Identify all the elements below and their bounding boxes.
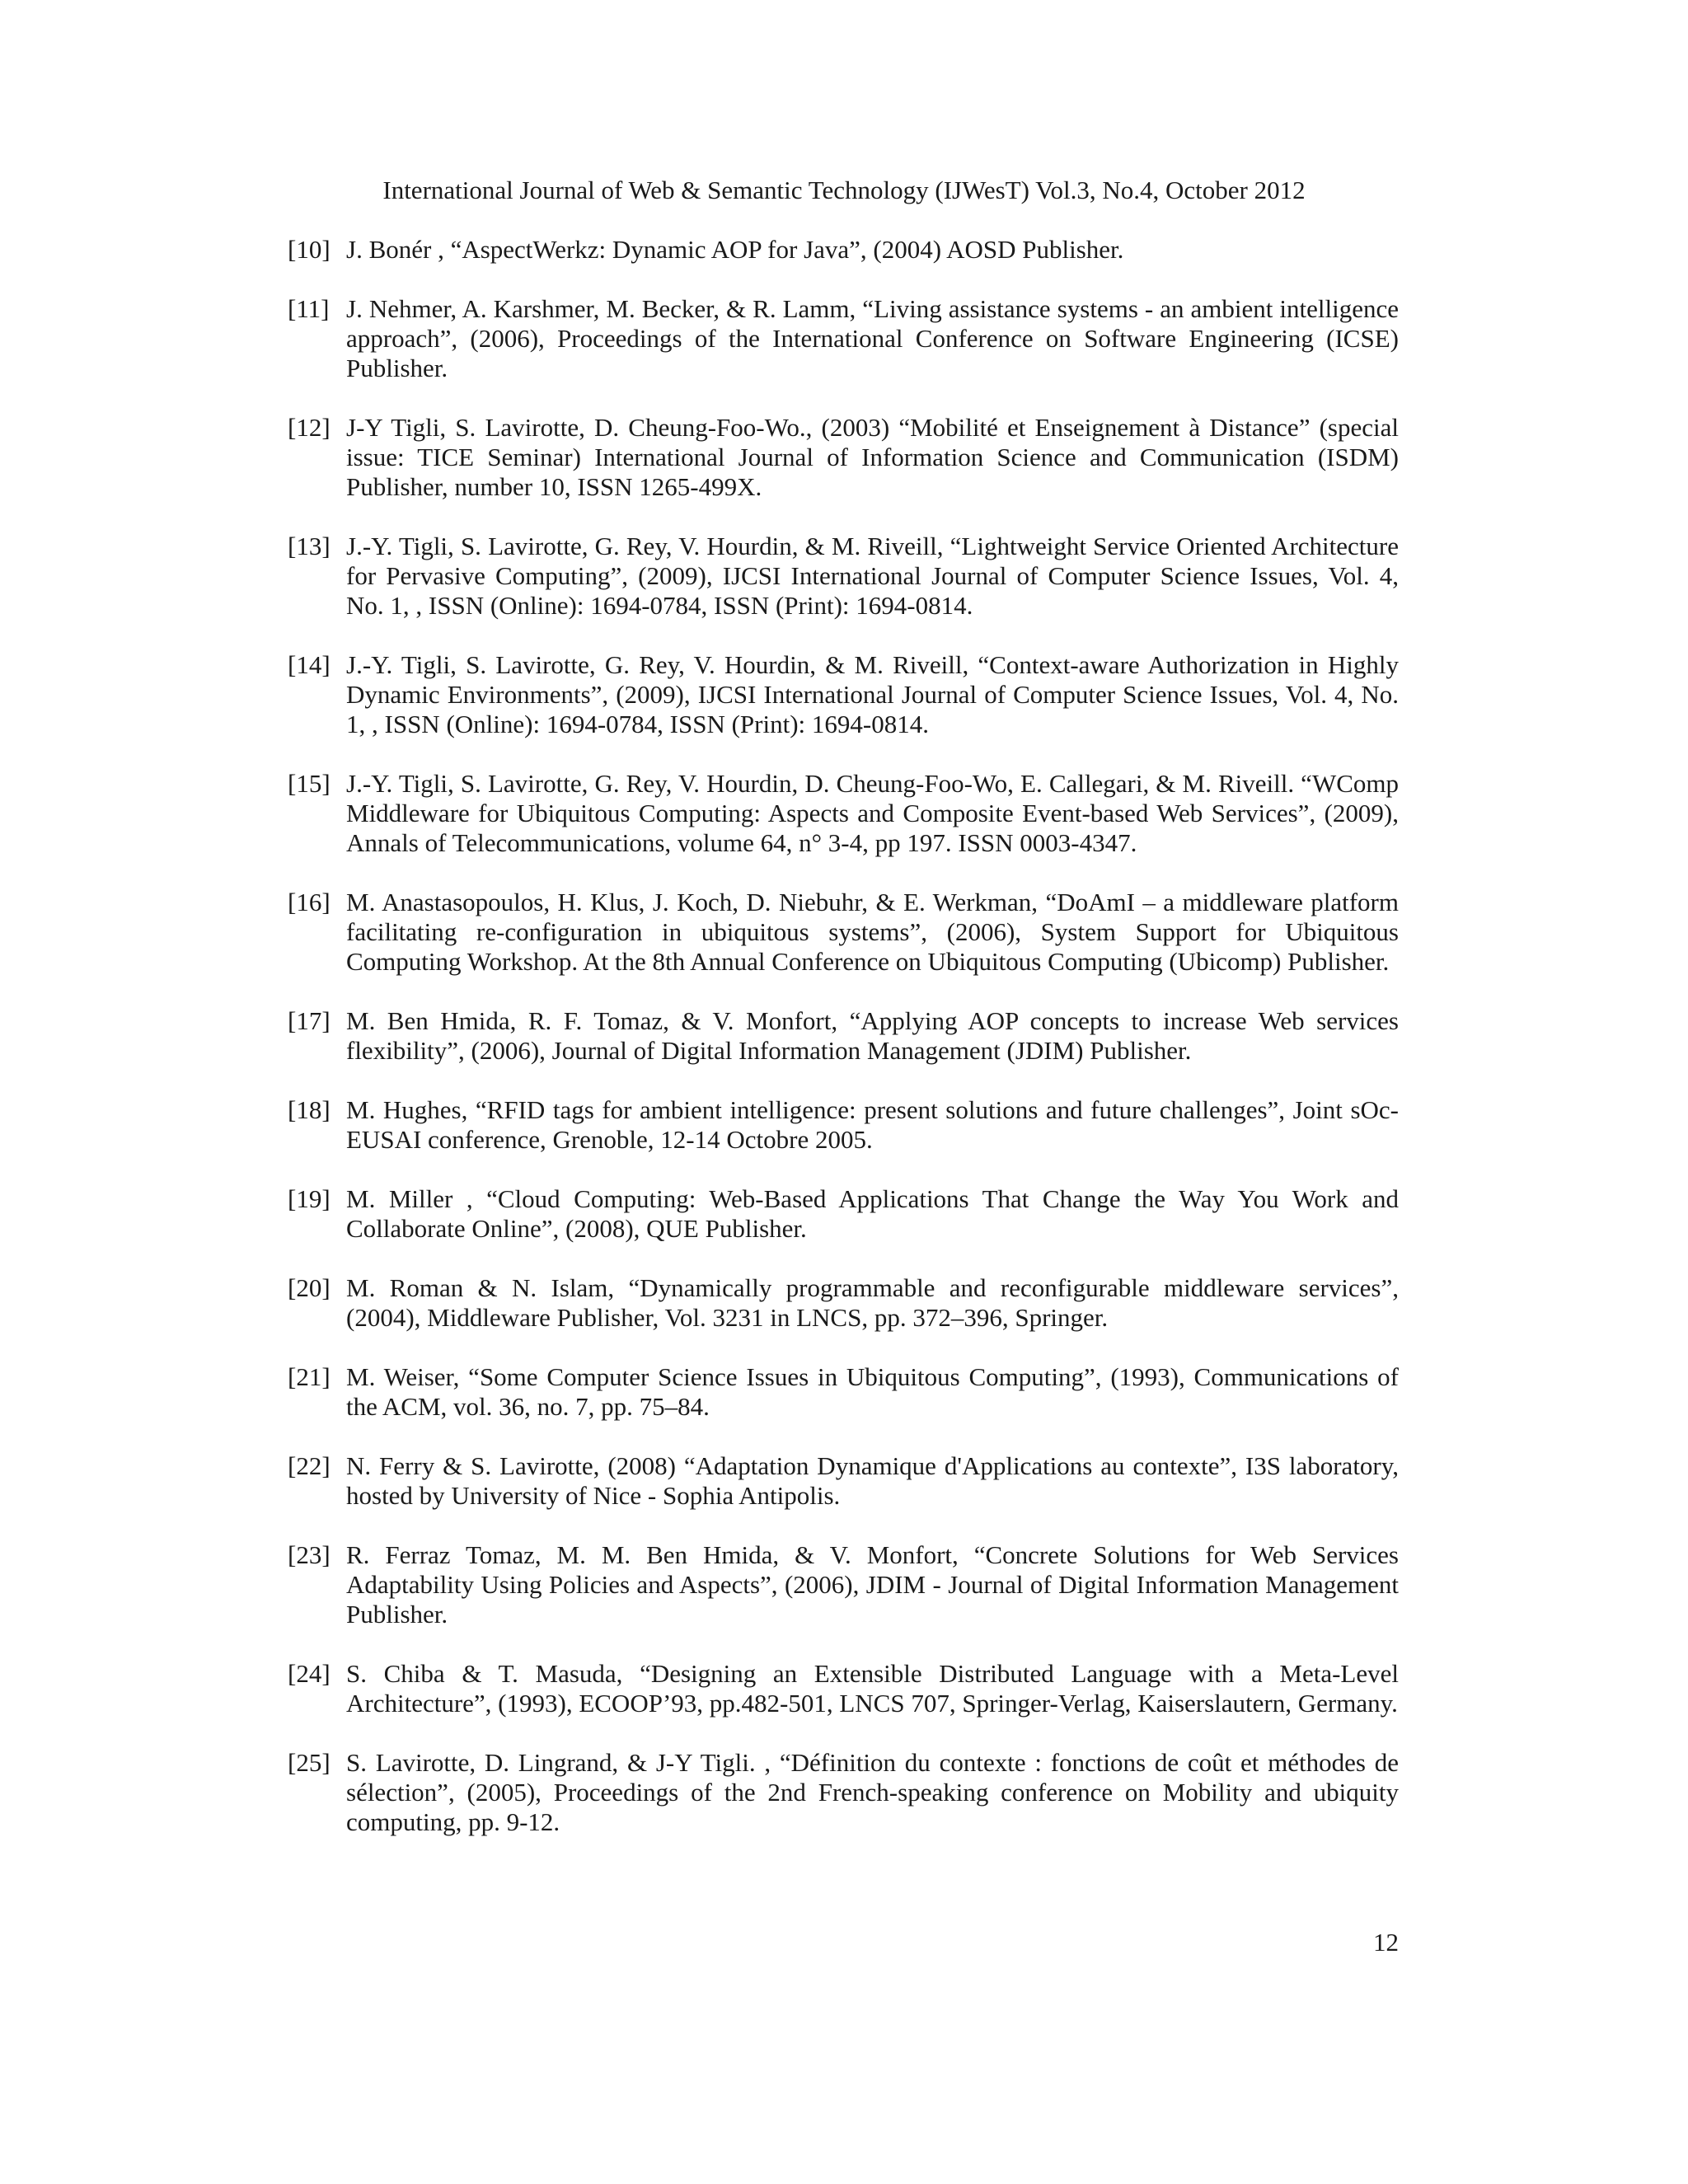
reference-item [288,888,1399,977]
reference-text: N. Ferry & S. Lavirotte, (2008) “Adaptation Dynamique d'Applications au contexte”, I3S laboratory, hosted by University of Nice - Sophia Antipolis. [346,1451,1399,1510]
reference-number: [20] [288,1273,331,1302]
reference-item [288,413,1399,502]
reference-item [288,1184,1399,1244]
reference-number: [17] [288,1006,331,1035]
reference-number: [19] [288,1184,331,1213]
reference-text: M. Anastasopoulos, H. Klus, J. Koch, D. Niebuhr, & E. Werkman, “DoAmI – a middleware platform facilitating re-configuration in ubiquitous systems”, (2006), System Support for Ubiquitous Computing Workshop. At the 8th Annual Conference on Ubiquitous Computing (Ubicomp) Publisher. [346,888,1399,976]
reference-item [288,1659,1399,1718]
reference-item [288,294,1399,383]
reference-number: [24] [288,1659,331,1688]
reference-text: J. Bonér , “AspectWerkz: Dynamic AOP for Java”, (2004) AOSD Publisher. [346,235,1124,264]
reference-number: [22] [288,1451,331,1480]
reference-text: M. Weiser, “Some Computer Science Issues in Ubiquitous Computing”, (1993), Communications of the ACM, vol. 36, no. 7, pp. 75–84. [346,1362,1399,1421]
reference-item [288,1362,1399,1422]
reference-text: S. Chiba & T. Masuda, “Designing an Extensible Distributed Language with a Meta-Level Architecture”, (1993), ECOOP’93, pp.482-501, LNCS 707, Springer-Verlag, Kaiserslautern, Germany. [346,1659,1399,1718]
journal-header: International Journal of Web & Semantic Technology (IJWesT) Vol.3, No.4, October 2012 [382,176,1306,204]
reference-item [288,235,1399,265]
reference-number: [25] [288,1748,331,1777]
reference-item [288,650,1399,739]
reference-text: R. Ferraz Tomaz, M. M. Ben Hmida, & V. Monfort, “Concrete Solutions for Web Services Adaptability Using Policies and Aspects”, (2006), JDIM - Journal of Digital Information Management Publisher. [346,1540,1399,1629]
reference-text: J.-Y. Tigli, S. Lavirotte, G. Rey, V. Hourdin, & M. Riveill, “Context-aware Authorization in Highly Dynamic Environments”, (2009), IJCSI International Journal of Computer Science Issues, Vol. 4, No. 1, , ISSN (Online): 1694-0784, ISSN (Print): 1694-0814. [346,650,1399,738]
reference-list [288,235,1399,1837]
reference-text: J. Nehmer, A. Karshmer, M. Becker, & R. Lamm, “Living assistance systems - an ambient intelligence approach”, (2006), Proceedings of the International Conference on Software Engineering (ICSE) Publisher. [346,294,1399,382]
reference-number: [21] [288,1362,331,1391]
reference-number: [23] [288,1540,331,1569]
reference-text: S. Lavirotte, D. Lingrand, & J-Y Tigli. , “Définition du contexte : fonctions de coût et méthodes de sélection”, (2005), Proceedings of the 2nd French-speaking conference on Mobility and ubiquity computing, pp. 9-12. [346,1748,1399,1836]
reference-number: [15] [288,769,331,798]
reference-text: M. Hughes, “RFID tags for ambient intelligence: present solutions and future challenges”, Joint sOc-EUSAI conference, Grenoble, 12-14 Octobre 2005. [346,1095,1399,1154]
reference-item [288,532,1399,621]
reference-number: [11] [288,294,330,323]
reference-number: [10] [288,235,331,264]
reference-item [288,1006,1399,1066]
reference-text: J-Y Tigli, S. Lavirotte, D. Cheung-Foo-Wo., (2003) “Mobilité et Enseignement à Distance” (special issue: TICE Seminar) International Journal of Information Science and Communication (ISDM) Publisher, number 10, ISSN 1265-499X. [346,413,1399,501]
reference-text: M. Miller , “Cloud Computing: Web-Based Applications That Change the Way You Work and Collaborate Online”, (2008), QUE Publisher. [346,1184,1399,1243]
reference-text: M. Roman & N. Islam, “Dynamically programmable and reconfigurable middleware services”, (2004), Middleware Publisher, Vol. 3231 in LNCS, pp. 372–396, Springer. [346,1273,1399,1332]
reference-number: [14] [288,650,331,679]
reference-number: [16] [288,888,331,916]
reference-item [288,1273,1399,1333]
reference-item [288,1095,1399,1155]
reference-text: J.-Y. Tigli, S. Lavirotte, G. Rey, V. Hourdin, D. Cheung-Foo-Wo, E. Callegari, & M. Riveill. “WComp Middleware for Ubiquitous Computing: Aspects and Composite Event-based Web Services”, (2009), Annals of Telecommunications, volume 64, n° 3-4, pp 197. ISSN 0003-4347. [346,769,1399,857]
reference-text: J.-Y. Tigli, S. Lavirotte, G. Rey, V. Hourdin, & M. Riveill, “Lightweight Service Oriented Architecture for Pervasive Computing”, (2009), IJCSI International Journal of Computer Science Issues, Vol. 4, No. 1, , ISSN (Online): 1694-0784, ISSN (Print): 1694-0814. [346,532,1399,620]
reference-number: [12] [288,413,331,442]
reference-item [288,769,1399,858]
page-number: 12 [1373,1928,1399,1957]
reference-item [288,1540,1399,1629]
reference-number: [13] [288,532,331,560]
reference-item [288,1748,1399,1837]
reference-number: [18] [288,1095,331,1124]
reference-item [288,1451,1399,1511]
reference-text: M. Ben Hmida, R. F. Tomaz, & V. Monfort, “Applying AOP concepts to increase Web services flexibility”, (2006), Journal of Digital Information Management (JDIM) Publisher. [346,1006,1399,1065]
